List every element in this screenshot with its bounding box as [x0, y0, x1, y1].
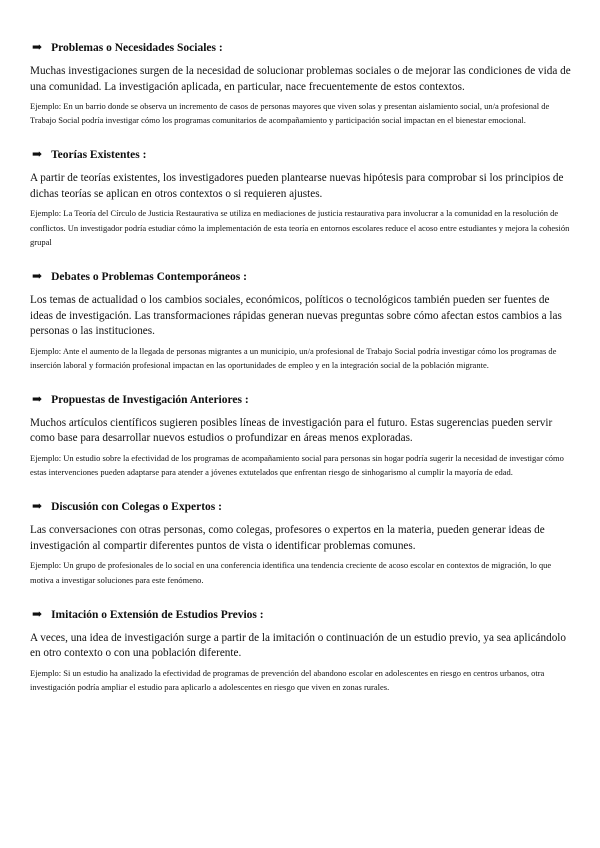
section-body: A veces, una idea de investigación surge a partir de la imitación o continuación de un estudio previo, ya sea aplicándolo en otro contexto o con una población diferente. [30, 631, 566, 660]
section-body: Los temas de actualidad o los cambios sociales, económicos, políticos o tecnológicos también pueden ser fuentes de ideas de investigación. Las transformaciones rápidas generan nuevas preguntas sobre cómo afectan estos cambios a las personas o las instituciones. [30, 294, 562, 338]
section-discusion-colegas [30, 499, 575, 586]
section-heading [30, 40, 575, 55]
arrow-right-icon: ➡ [32, 147, 43, 162]
section-body: A partir de teorías existentes, los investigadores pueden plantearse nuevas hipótesis para comprobar si los principios de dichas teorías se aplican en otros contextos o si requieren ajustes. [30, 172, 564, 200]
section-propuestas-anteriores [30, 392, 575, 479]
section-example: Ejemplo: La Teoría del Círculo de Justicia Restaurativa se utiliza en mediaciones de justicia restaurativa para involucrar a la comunidad en la resolución de conflictos. Un investigador podría estudiar cómo la implementación de esta teoría en entornos escolares reduce el acoso entre estudiantes y mejora la cohesión grupal [30, 208, 570, 247]
heading-text: Debates o Problemas Contemporáneos : [51, 271, 247, 284]
section-body: Las conversaciones con otras personas, como colegas, profesores o expertos en la materia, pueden generar ideas de investigación al compartir diferentes puntos de vista o identificar problemas comunes. [30, 524, 545, 552]
section-body: Muchas investigaciones surgen de la necesidad de solucionar problemas sociales o de mejorar las condiciones de vida de una comunidad. La investigación aplicada, en particular, nace frecuentemente de estos contextos. [30, 65, 571, 93]
section-example: Ejemplo: Un grupo de profesionales de lo social en una conferencia identifica una tendencia creciente de acoso escolar en contextos de migración, lo que motiva a investigar soluciones para este fenómeno. [30, 560, 552, 585]
arrow-right-icon: ➡ [32, 499, 43, 514]
section-debates-contemporaneos [30, 269, 575, 372]
section-heading [30, 499, 575, 514]
heading-text: Propuestas de Investigación Anteriores : [51, 393, 249, 406]
section-example: Ejemplo: Si un estudio ha analizado la efectividad de programas de prevención del abandono escolar en adolescentes en riesgo en centros urbanos, otra investigación podría ampliar el estudio para aplicarlo a adolescentes en riesgo que viven en zonas rurales. [30, 667, 545, 692]
section-teorias-existentes [30, 147, 575, 249]
arrow-right-icon: ➡ [32, 391, 43, 406]
document-page [30, 40, 575, 714]
section-problemas-sociales [30, 40, 575, 127]
section-heading [30, 147, 575, 162]
section-heading [30, 607, 575, 622]
section-example: Ejemplo: Ante el aumento de la llegada de personas migrantes a un municipio, un/a profesional de Trabajo Social podría investigar cómo los programas de inserción laboral y formación profesional impactan en las oportunidades de empleo y en la integración social de la población migrante. [30, 345, 557, 370]
heading-text: Problemas o Necesidades Sociales : [51, 42, 223, 54]
section-example: Ejemplo: En un barrio donde se observa un incremento de casos de personas mayores que viven solas y presentan aislamiento social, un/a profesional de Trabajo Social podría investigar cómo los programas comunitarios de acompañamiento y participación social impactan en el bienestar emocional. [30, 101, 550, 126]
arrow-right-icon: ➡ [32, 40, 43, 54]
heading-text: Teorías Existentes : [51, 149, 147, 162]
heading-text: Discusión con Colegas o Expertos : [51, 501, 222, 514]
arrow-right-icon: ➡ [32, 269, 43, 284]
section-example: Ejemplo: Un estudio sobre la efectividad de los programas de acompañamiento social para personas sin hogar podría sugerir la necesidad de investigar cómo estas intervenciones pueden adaptarse para atender a jóvenes extutelados que enfrentan riesgo de sinhogarismo al cumplir la mayoría de edad. [30, 452, 564, 478]
section-heading [30, 269, 575, 284]
heading-text: Imitación o Extensión de Estudios Previos : [51, 608, 264, 621]
arrow-right-icon: ➡ [32, 606, 43, 621]
section-body: Muchos artículos científicos sugieren posibles líneas de investigación para el futuro. Estas sugerencias pueden servir como base para desarrollar nuevos estudios o profundizar en áreas menos exploradas. [30, 416, 553, 445]
section-heading [30, 392, 575, 407]
section-imitacion-estudios [30, 607, 575, 694]
